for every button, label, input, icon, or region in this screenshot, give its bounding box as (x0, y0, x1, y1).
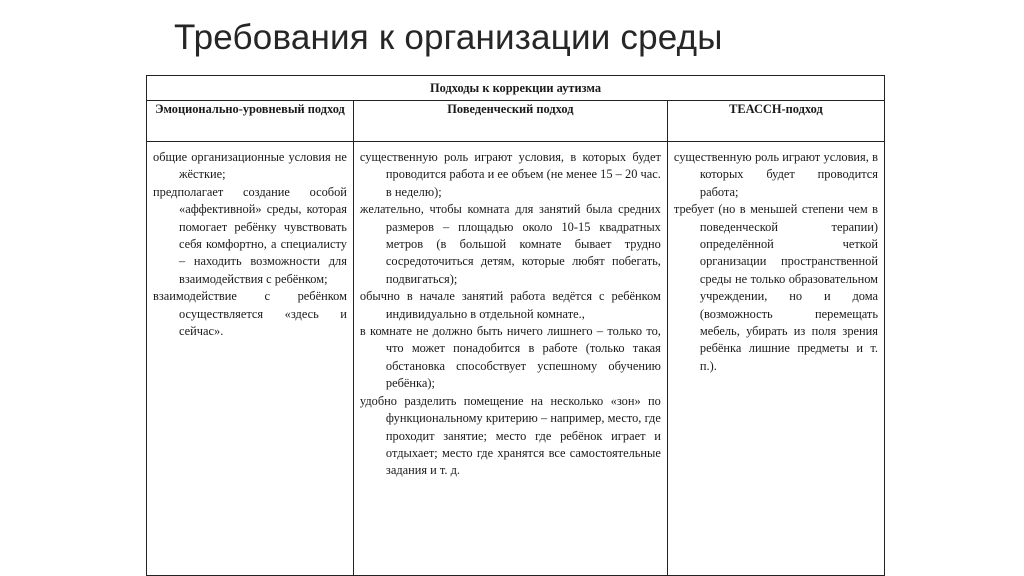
list-item: обычно в начале занятий работа ведётся с ребёнком индивидуально в отдельной комнате., (359, 289, 661, 321)
list-item: предполагает создание особой «аффективной» среды, которая помогает ребёнку чувствовать себя комфортно, а специалисту – находить возможности для взаимодействия с ребёнком; (153, 184, 347, 286)
list-item: желательно, чтобы комната для занятий была средних размеров – площадью около 10-15 квадратных метров (в большой комнате бывает трудно сосредоточиться детям, которые любят побегать, подвигаться); (359, 202, 661, 286)
header-emotional-level: Эмоционально-уровневый подход (147, 101, 354, 142)
cell-teacch (667, 142, 884, 576)
slide-title: Требования к организации среды (174, 18, 723, 57)
list-item: в комнате не должно быть ничего лишнего – только то, что может понадобится в работе (только такая обстановка способствует успешному обучению ребёнка); (359, 324, 661, 391)
table-caption-row (147, 76, 885, 101)
list-item: требует (но в меньшей степени чем в поведенческой терапии) определённой четкой организации пространственной среды не только образовательном учреждении, но и дома (возможность перемещать мебель, убирать из поля зрения ребёнка лишние предметы и т. п.). (673, 202, 878, 373)
table-body-row (147, 142, 885, 576)
list-item: существенную роль играют условия, в которых будет проводится работа и ее объем (не менее 15 – 20 час. в неделю); (359, 150, 661, 199)
header-behavioral: Поведенческий подход (353, 101, 667, 142)
table-caption: Подходы к коррекции аутизма (147, 76, 885, 101)
list-item: общие организационные условия не жёсткие; (153, 150, 347, 182)
list-item: взаимодействие с ребёнком осуществляется «здесь и сейчас». (153, 289, 347, 339)
header-teacch: ТЕАССН-подход (667, 101, 884, 142)
cell-behavioral (353, 142, 667, 576)
table-header-row (147, 101, 885, 142)
approaches-table (146, 75, 885, 576)
cell-emotional-level (147, 142, 354, 576)
list-item: удобно разделить помещение на несколько «зон» по функциональному критерию – например, место, где проходит занятие; место где ребёнок играет и отдыхает; место где хранятся все самостоятельные задания и т. д. (359, 393, 661, 478)
list-item: существенную роль играют условия, в которых будет проводится работа; (673, 150, 878, 199)
